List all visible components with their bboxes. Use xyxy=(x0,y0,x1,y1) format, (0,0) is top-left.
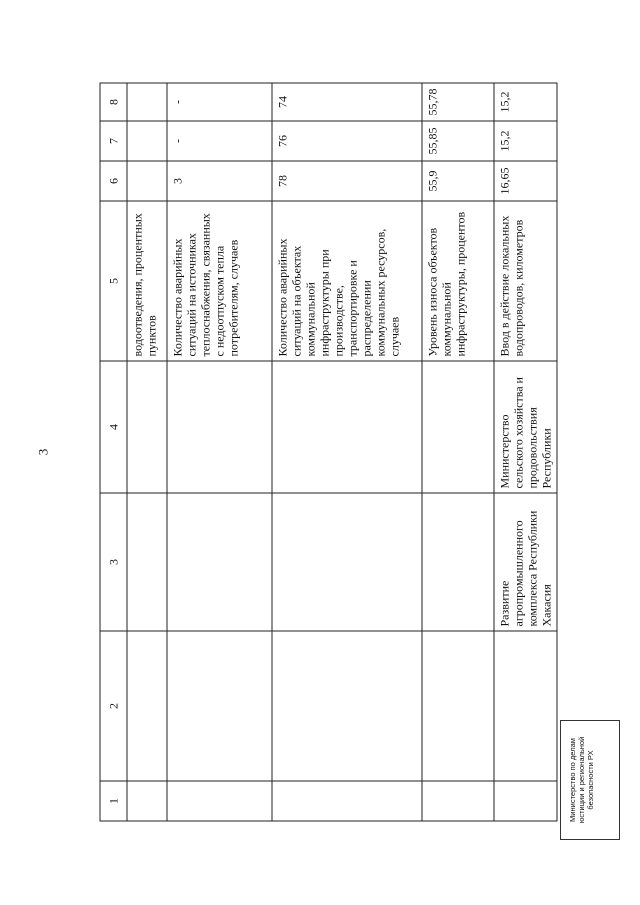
cell-c4 xyxy=(127,361,167,493)
table-row xyxy=(167,83,272,821)
cell-c2 xyxy=(494,631,557,781)
cell-c2 xyxy=(167,631,272,781)
cell-c8: 15,2 xyxy=(494,83,557,121)
cell-c2 xyxy=(127,631,167,781)
cell-c4 xyxy=(272,361,422,493)
table-row xyxy=(422,83,494,821)
cell-c8: - xyxy=(167,83,272,121)
cell-c5: Уровень износа объектов коммунальной инфраструктуры, процентов xyxy=(422,201,494,361)
cell-c7 xyxy=(127,121,167,161)
registration-stamp xyxy=(560,720,620,840)
cell-c5: водоотведения, процентных пунктов xyxy=(127,201,167,361)
header-cell-8: 8 xyxy=(100,83,127,121)
stamp-line-1: Министерство по делам xyxy=(568,738,577,822)
cell-c1 xyxy=(127,781,167,821)
table-row xyxy=(127,83,167,821)
cell-c4: Министерство сельского хозяйства и продовольствия Республики xyxy=(494,361,557,493)
table-container xyxy=(106,65,554,804)
page-number: 3 xyxy=(35,448,51,456)
cell-c6: 3 xyxy=(167,161,272,201)
cell-c3 xyxy=(272,493,422,631)
cell-c6: 55,9 xyxy=(422,161,494,201)
cell-c6: 16,65 xyxy=(494,161,557,201)
cell-c7: 15,2 xyxy=(494,121,557,161)
cell-c4 xyxy=(422,361,494,493)
cell-c8 xyxy=(127,83,167,121)
cell-c3 xyxy=(422,493,494,631)
header-cell-4: 4 xyxy=(100,361,127,493)
cell-c8: 74 xyxy=(272,83,422,121)
indicators-table xyxy=(100,83,558,822)
header-cell-2: 2 xyxy=(100,631,127,781)
stamp-text xyxy=(560,720,620,840)
table-row xyxy=(494,83,557,821)
cell-c5: Количество аварийных ситуаций на источниках теплоснабжения, связанных с недоотпуском тепла потребителям, случаев xyxy=(167,201,272,361)
cell-c3 xyxy=(167,493,272,631)
header-cell-1: 1 xyxy=(100,781,127,821)
cell-c1 xyxy=(167,781,272,821)
header-cell-7: 7 xyxy=(100,121,127,161)
cell-c5: Количество аварийных ситуаций на объектах коммунальной инфраструктуры при производстве, транспортировке и распределении коммунальных ресурсов, случаев xyxy=(272,201,422,361)
table-row xyxy=(272,83,422,821)
cell-c1 xyxy=(422,781,494,821)
cell-c3 xyxy=(127,493,167,631)
cell-c1 xyxy=(494,781,557,821)
cell-c2 xyxy=(272,631,422,781)
header-cell-3: 3 xyxy=(100,493,127,631)
cell-c7: 55,85 xyxy=(422,121,494,161)
stamp-line-2: юстиции и региональной xyxy=(577,736,586,824)
header-cell-6: 6 xyxy=(100,161,127,201)
cell-c5: Ввод в действие локальных водопроводов, километров xyxy=(494,201,557,361)
cell-c8: 55,78 xyxy=(422,83,494,121)
cell-c1 xyxy=(272,781,422,821)
stamp-line-3: безопасности РХ xyxy=(586,750,595,810)
cell-c6 xyxy=(127,161,167,201)
cell-c2 xyxy=(422,631,494,781)
cell-c7: 76 xyxy=(272,121,422,161)
cell-c6: 78 xyxy=(272,161,422,201)
header-cell-5: 5 xyxy=(100,201,127,361)
table-header-row xyxy=(100,83,127,821)
cell-c3: Развитие агропромышленного комплекса Республики Хакасия xyxy=(494,493,557,631)
cell-c7: - xyxy=(167,121,272,161)
cell-c4 xyxy=(167,361,272,493)
